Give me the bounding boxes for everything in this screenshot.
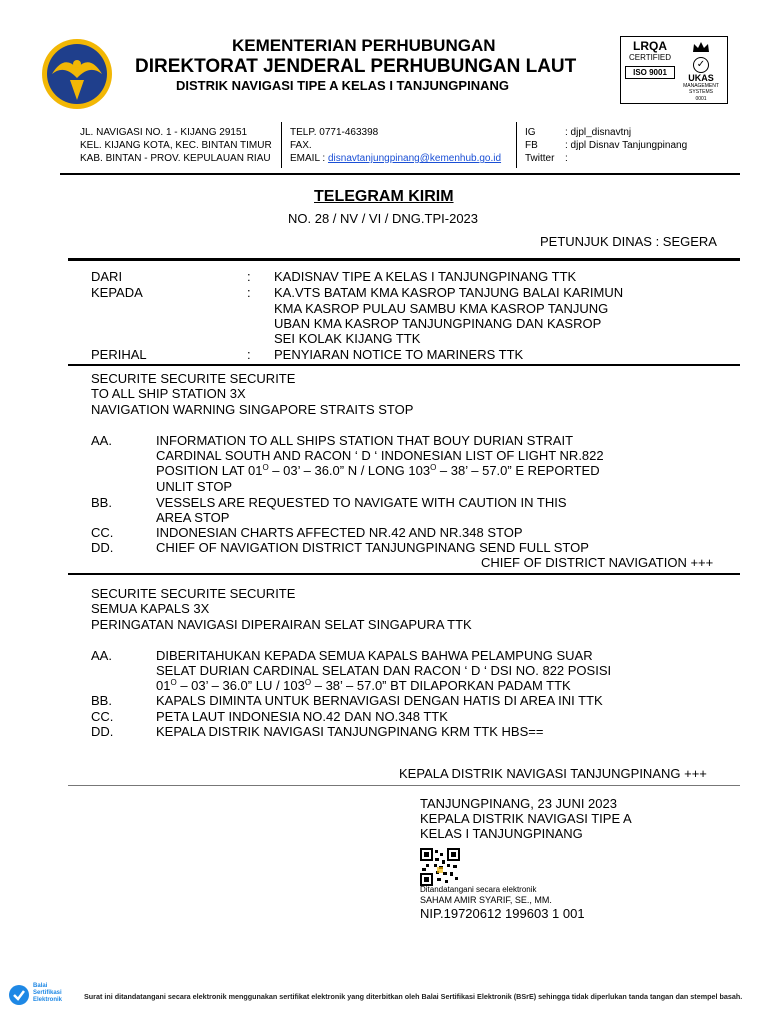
position-line-2: KELAS I TANJUNGPINANG — [420, 826, 583, 841]
signer-nip: NIP.19720612 199603 1 001 — [420, 906, 585, 921]
degree-mark: O — [430, 463, 437, 472]
letterhead-rule — [60, 173, 740, 175]
social-twitter — [525, 152, 687, 165]
position-line-1: KEPALA DISTRIK NAVIGASI TIPE A — [420, 811, 632, 826]
place-date: TANJUNGPINANG, 23 JUNI 2023 — [420, 796, 617, 811]
id-semua-kapals: SEMUA KAPALS 3X — [91, 601, 210, 616]
id-aa-line-2: SELAT DURIAN CARDINAL SELATAN DAN RACON ‘ D ‘ DSI NO. 822 POSISI — [156, 663, 612, 678]
id-bb-label: BB. — [91, 693, 112, 708]
social-block — [525, 126, 687, 165]
ukas-number: 0001 — [695, 96, 707, 102]
id-aa3-a: 01 — [156, 678, 171, 693]
kepada-colon: : — [247, 285, 251, 300]
address-block — [80, 126, 272, 165]
iso-label: ISO 9001 — [625, 66, 675, 79]
id-bb-text: KAPALS DIMINTA UNTUK BERNAVIGASI DENGAN HATIS DI AREA INI TTK — [156, 693, 603, 708]
perihal-value: PENYIARAN NOTICE TO MARINERS TTK — [274, 347, 524, 362]
en-aa3-b: – 03’ – 36.0” N / LONG 103 — [268, 463, 431, 478]
footer-note: Surat ini ditandatangani secara elektronik menggunakan sertifikat elektronik yang diterbitkan oleh Balai Sertifikasi Elektronik (BSrE) sehingga tidak diperlukan tanda tangan dan stempel basah. — [84, 992, 743, 1001]
dari-value: KADISNAV TIPE A KELAS I TANJUNGPINANG TTK — [274, 269, 577, 284]
id-cc-text: PETA LAUT INDONESIA NO.42 DAN NO.348 TTK — [156, 709, 448, 724]
ministry-name: KEMENTERIAN PERHUBUNGAN — [232, 36, 496, 55]
id-aa3-b: – 03’ – 36.0” LU / 103 — [176, 678, 305, 693]
petunjuk-dinas: PETUNJUK DINAS : SEGERA — [540, 234, 717, 249]
degree-mark: O — [262, 463, 269, 472]
kepada-line-2: KMA KASROP PULAU SAMBU KMA KASROP TANJUNG — [274, 301, 609, 316]
header-rule — [68, 258, 740, 261]
dari-label: DARI — [91, 269, 123, 284]
social-twitter-label: Twitter — [525, 153, 555, 164]
en-to-all: TO ALL SHIP STATION 3X — [91, 386, 246, 401]
en-nav-warning: NAVIGATION WARNING SINGAPORE STRAITS STOP — [91, 402, 414, 417]
kepada-label: KEPADA — [91, 285, 143, 300]
en-aa-line-3 — [156, 463, 600, 478]
en-aa-line-1: INFORMATION TO ALL SHIPS STATION THAT BOUY DURIAN STRAIT — [156, 433, 574, 448]
kepada-line-4: SEI KOLAK KIJANG TTK — [274, 331, 421, 346]
id-sign: KEPALA DISTRIK NAVIGASI TANJUNGPINANG +++ — [399, 766, 707, 781]
contact-block — [290, 126, 501, 165]
en-bb-label: BB. — [91, 495, 112, 510]
bsre-logo — [8, 982, 68, 1008]
lrqa-block — [625, 41, 675, 79]
lrqa-certified: CERTIFIED — [628, 53, 672, 62]
bsre-line-3: Elektronik — [33, 997, 63, 1003]
en-bb-line-2: AREA STOP — [156, 510, 230, 525]
perihal-colon: : — [247, 347, 251, 362]
degree-mark: O — [304, 678, 312, 687]
social-fb-label: FB — [525, 140, 538, 151]
en-securite: SECURITE SECURITE SECURITE — [91, 371, 296, 386]
id-aa-line-1: DIBERITAHUKAN KEPADA SEMUA KAPALS BAHWA PELAMPUNG SUAR — [156, 648, 593, 663]
ukas-block — [681, 41, 721, 104]
kepada-line-3: UBAN KMA KASROP TANJUNGPINANG DAN KASROP — [274, 316, 602, 331]
en-aa-label: AA. — [91, 433, 112, 448]
fax: FAX. — [290, 140, 312, 151]
signer-name: SAHAM AMIR SYARIF, SE., MM. — [420, 895, 552, 905]
dari-colon: : — [247, 269, 251, 284]
en-aa3-c: – 38’ – 57.0” E REPORTED — [436, 463, 600, 478]
en-aa3-a: POSITION LAT 01 — [156, 463, 263, 478]
id-aa3-c: – 38’ – 57.0” BT DILAPORKAN PADAM TTK — [311, 678, 571, 693]
directorate-name: DIREKTORAT JENDERAL PERHUBUNGAN LAUT — [135, 56, 577, 77]
bsre-text — [33, 983, 62, 1004]
en-cc-text: INDONESIAN CHARTS AFFECTED NR.42 AND NR.348 STOP — [156, 525, 523, 540]
social-fb — [525, 139, 687, 152]
phone: TELP. 0771-463398 — [290, 127, 379, 138]
address-line-3: KAB. BINTAN - PROV. KEPULAUAN RIAU — [80, 153, 271, 164]
esign-note: Ditandatangani secara elektronik — [420, 885, 537, 894]
qr-code — [420, 848, 460, 886]
address-line-1: JL. NAVIGASI NO. 1 - KIJANG 29151 — [80, 127, 248, 138]
lrqa-title: LRQA — [633, 39, 667, 53]
degree-mark: O — [170, 678, 177, 687]
en-sign: CHIEF OF DISTRICT NAVIGATION +++ — [481, 555, 714, 570]
id-aa-label: AA. — [91, 648, 112, 663]
id-dd-text: KEPALA DISTRIK NAVIGASI TANJUNGPINANG KRM TTK HBS== — [156, 724, 544, 739]
bsre-line-1: Balai — [33, 983, 48, 989]
email-row — [290, 152, 501, 165]
address-line-2: KEL. KIJANG KOTA, KEC. BINTAN TIMUR — [80, 140, 272, 151]
certification-badge — [620, 36, 728, 104]
en-aa-line-2: CARDINAL SOUTH AND RACON ‘ D ‘ INDONESIAN LIST OF LIGHT NR.822 — [156, 448, 604, 463]
social-fb-value: : djpl Disnav Tanjungpinang — [565, 140, 688, 151]
email-link[interactable]: disnavtanjungpinang@kemenhub.go.id — [327, 153, 502, 164]
en-dd-text: CHIEF OF NAVIGATION DISTRICT TANJUNGPINANG SEND FULL STOP — [156, 540, 589, 555]
kepada-line-1: KA.VTS BATAM KMA KASROP TANJUNG BALAI KARIMUN — [274, 285, 624, 300]
en-aa-line-4: UNLIT STOP — [156, 479, 233, 494]
perihal-label: PERIHAL — [91, 347, 147, 362]
id-cc-label: CC. — [91, 709, 114, 724]
id-aa-line-3 — [156, 678, 571, 693]
en-dd-label: DD. — [91, 540, 114, 555]
document-title: TELEGRAM KIRIM — [314, 188, 454, 205]
message-rule — [68, 573, 740, 575]
id-peringatan: PERINGATAN NAVIGASI DIPERAIRAN SELAT SINGAPURA TTK — [91, 617, 472, 632]
document-number: NO. 28 / NV / VI / DNG.TPI-2023 — [288, 211, 479, 226]
meta-rule — [68, 364, 740, 366]
divider-vertical-1 — [281, 122, 282, 168]
closing-rule — [68, 785, 740, 786]
bsre-line-2: Sertifikasi — [33, 990, 62, 996]
bsre-emblem-icon — [8, 984, 30, 1006]
id-securite: SECURITE SECURITE SECURITE — [91, 586, 296, 601]
divider-vertical-2 — [516, 122, 517, 168]
ukas-label: UKAS — [688, 73, 714, 83]
ministry-logo — [40, 34, 114, 114]
email-label: EMAIL : — [290, 153, 326, 164]
en-cc-label: CC. — [91, 525, 114, 540]
tick-icon: ✓ — [693, 57, 709, 73]
district-name: DISTRIK NAVIGASI TIPE A KELAS I TANJUNGPINANG — [176, 78, 509, 93]
social-ig-value: : djpl_disnavtnj — [565, 127, 632, 138]
social-ig-label: IG — [525, 127, 536, 138]
crown-icon — [692, 41, 710, 53]
ukas-sub: MANAGEMENT SYSTEMS — [683, 83, 719, 95]
social-ig — [525, 126, 687, 139]
social-twitter-value: : — [565, 153, 568, 164]
en-bb-line-1: VESSELS ARE REQUESTED TO NAVIGATE WITH CAUTION IN THIS — [156, 495, 567, 510]
id-dd-label: DD. — [91, 724, 114, 739]
